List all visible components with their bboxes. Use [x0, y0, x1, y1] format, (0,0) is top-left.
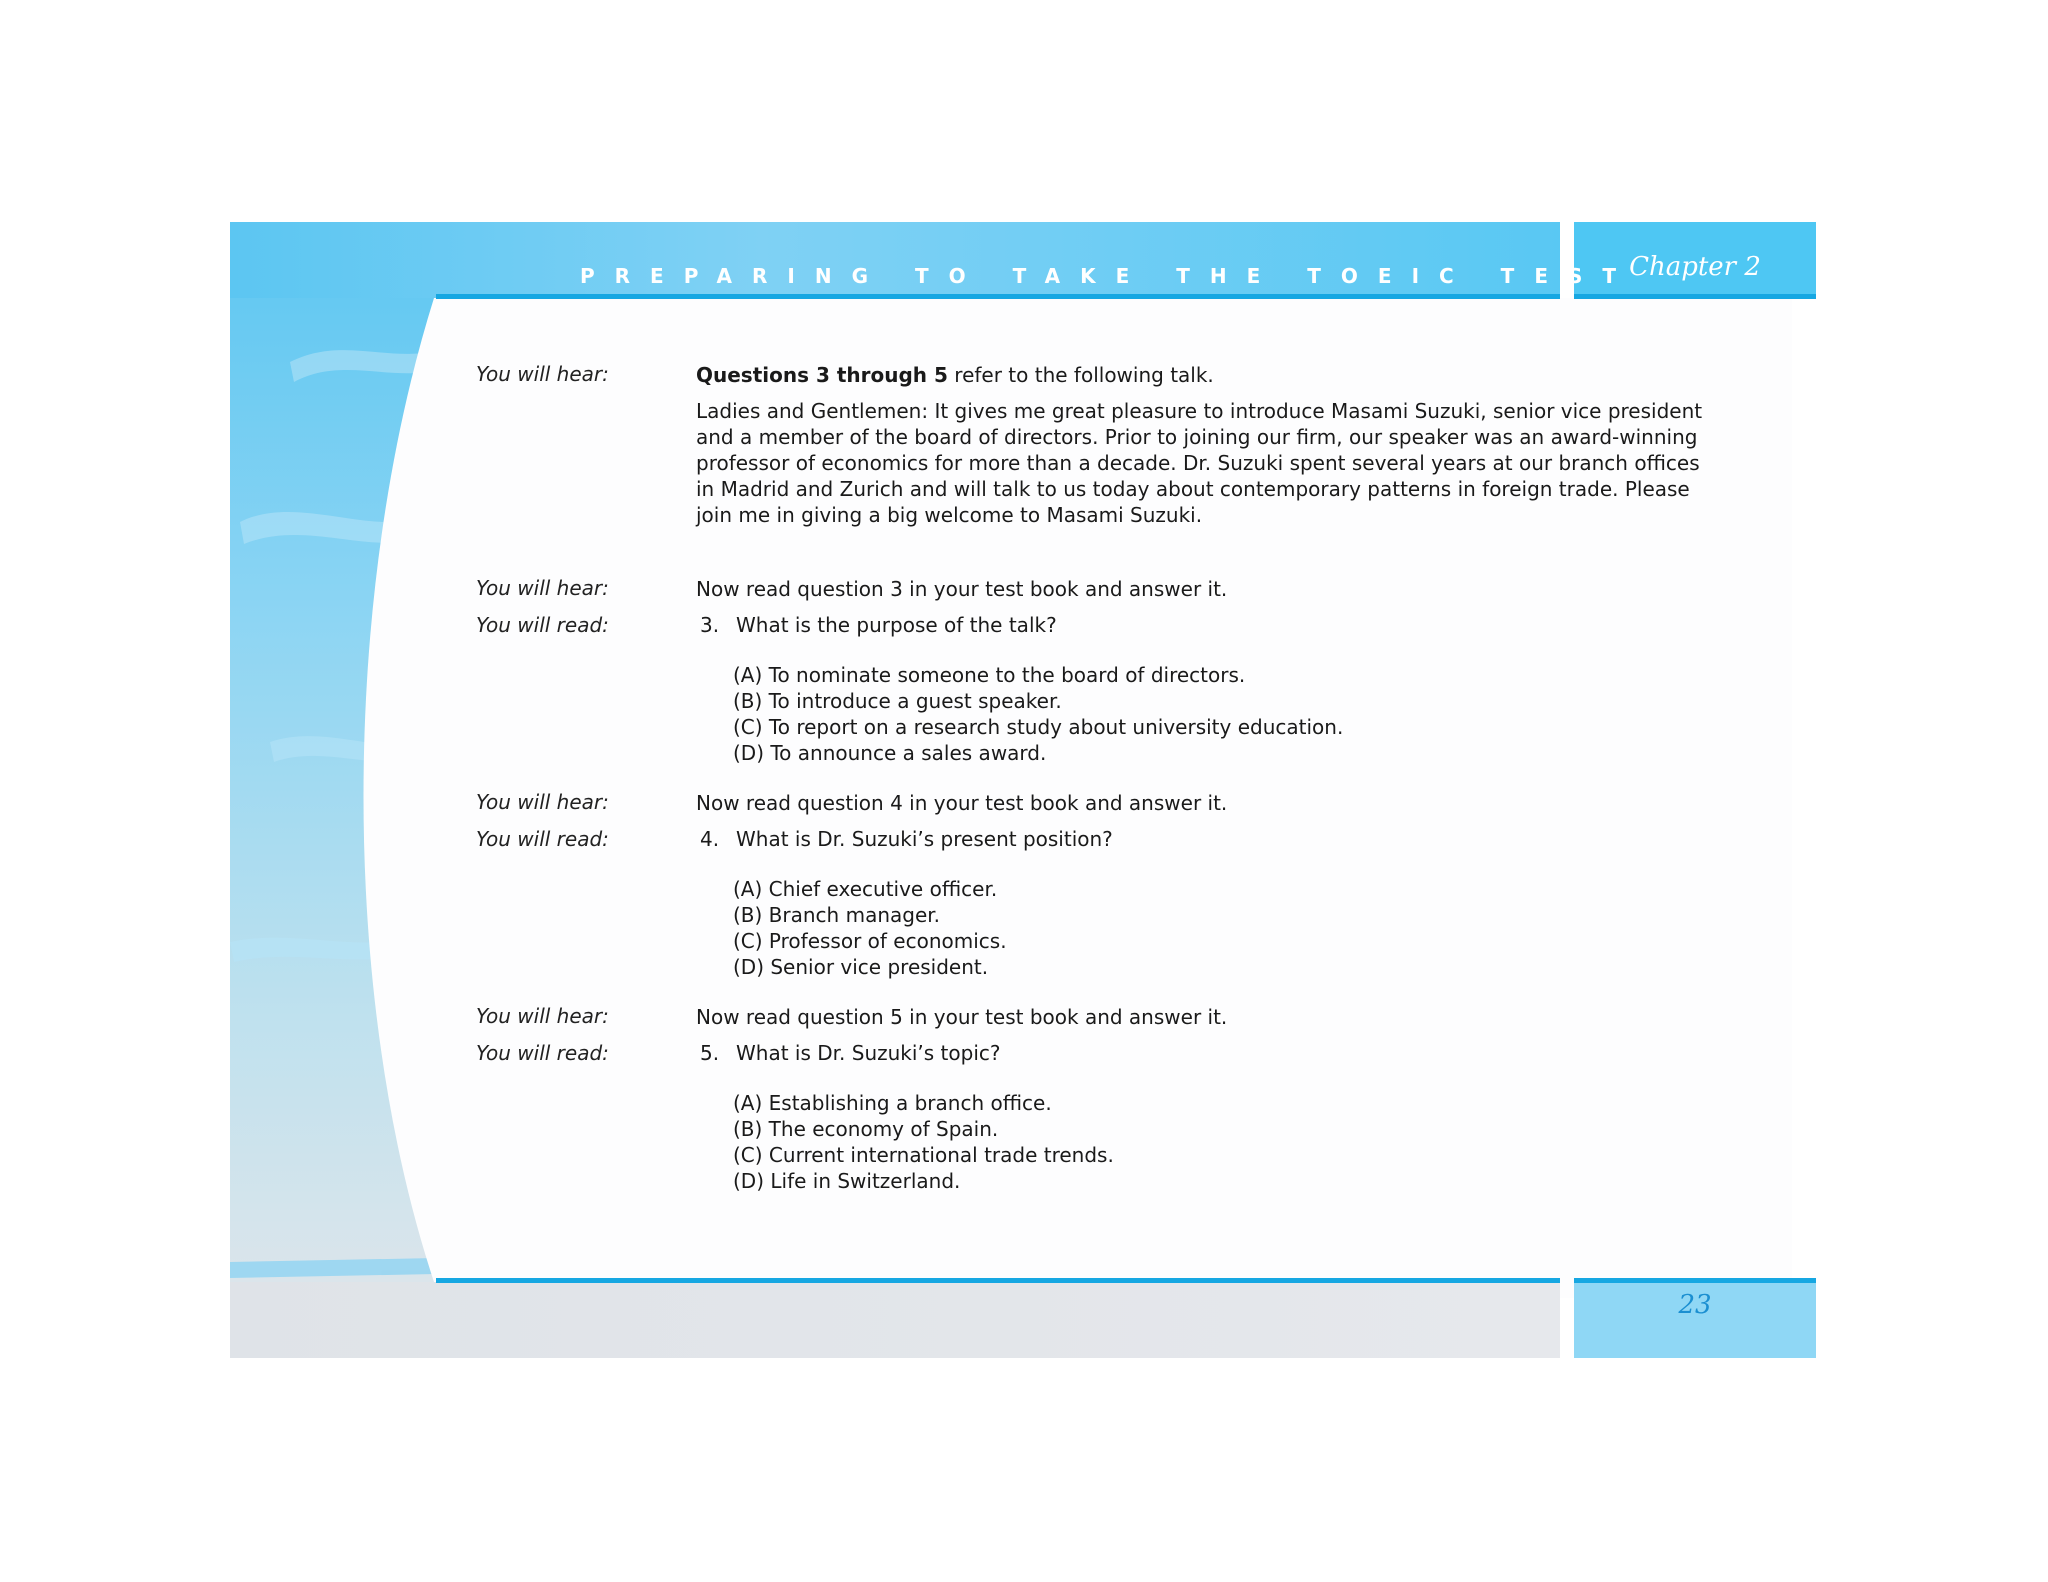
answer-options: [733, 662, 1343, 766]
question-instruction: Now read question 5 in your test book and answer it.: [696, 1005, 1228, 1029]
option-d: (D) Senior vice president.: [733, 955, 989, 979]
running-head: PREPARING TO TAKE THE TOEIC TEST: [580, 264, 1637, 288]
option-d: (D) To announce a sales award.: [733, 741, 1047, 765]
intro-lead-bold: Questions 3 through 5: [696, 363, 948, 387]
question-instruction: Now read question 4 in your test book and answer it.: [696, 791, 1228, 815]
option-a: (A) To nominate someone to the board of directors.: [733, 663, 1246, 687]
chapter-label: Chapter 2: [1629, 252, 1761, 282]
page-number: 23: [1678, 1290, 1712, 1320]
answer-options: [733, 1090, 1114, 1194]
label-you-will-hear: You will hear:: [476, 1004, 609, 1028]
label-you-will-read: You will read:: [476, 613, 609, 637]
question-text: What is Dr. Suzuki’s topic?: [736, 1041, 1001, 1065]
option-c: (C) Professor of economics.: [733, 929, 1007, 953]
page-content: [230, 222, 1816, 1358]
intro-lead-rest: refer to the following talk.: [947, 363, 1214, 387]
question-text: What is the purpose of the talk?: [736, 613, 1057, 637]
option-b: (B) The economy of Spain.: [733, 1117, 999, 1141]
option-a: (A) Establishing a branch office.: [733, 1091, 1052, 1115]
label-you-will-read: You will read:: [476, 1041, 609, 1065]
question-instruction: Now read question 3 in your test book and answer it.: [696, 577, 1228, 601]
option-c: (C) Current international trade trends.: [733, 1143, 1114, 1167]
answer-options: [733, 876, 1007, 980]
question-number: 5.: [700, 1041, 720, 1065]
option-b: (B) Branch manager.: [733, 903, 941, 927]
question-number: 3.: [700, 613, 720, 637]
question-text: What is Dr. Suzuki’s present position?: [736, 827, 1113, 851]
option-a: (A) Chief executive officer.: [733, 877, 998, 901]
page: [230, 222, 1816, 1358]
intro-lead: [696, 362, 1716, 388]
label-you-will-hear: You will hear:: [476, 790, 609, 814]
label-you-will-hear: You will hear:: [476, 362, 609, 386]
option-d: (D) Life in Switzerland.: [733, 1169, 961, 1193]
label-you-will-hear: You will hear:: [476, 576, 609, 600]
label-you-will-read: You will read:: [476, 827, 609, 851]
option-c: (C) To report on a research study about university education.: [733, 715, 1344, 739]
option-b: (B) To introduce a guest speaker.: [733, 689, 1062, 713]
question-number: 4.: [700, 827, 720, 851]
talk-transcript: Ladies and Gentlemen: It gives me great pleasure to introduce Masami Suzuki, senior vice president and a member of the board of directors. Prior to joining our firm, our speaker was an award-winning professor of economics for more than a decade. Dr. Suzuki spent several years at our branch offices in Madrid and Zurich and will talk to us today about contemporary patterns in foreign trade. Please join me in giving a big welcome to Masami Suzuki.: [696, 399, 1703, 527]
